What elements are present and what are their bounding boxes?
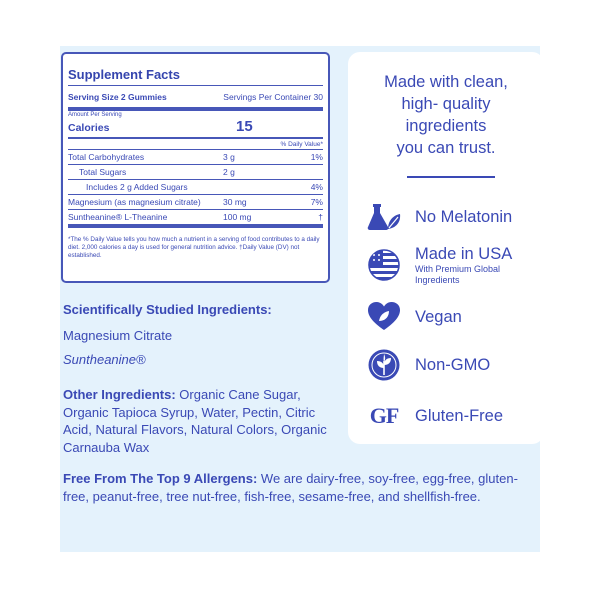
calories-value: 15 [236, 118, 253, 135]
card-headline [348, 71, 544, 159]
nutrient-dv: 4% [310, 182, 323, 192]
nutrient-dv: 1% [310, 152, 323, 162]
headline-line: you can trust. [396, 139, 496, 157]
feature-sub-2: Ingredients [415, 275, 460, 285]
allergens-label: Free From The Top 9 Allergens: [63, 471, 258, 486]
other-ingredients-text: Organic Cane Sugar, Organic Tapioca Syrup, Water, Pectin, Citric Acid, Natural Flavors, Natural Colors, Organic Carnauba Wax [63, 387, 327, 455]
facts-title: Supplement Facts [68, 67, 180, 82]
feature-sub-1: With Premium Global [415, 264, 501, 274]
nutrient-row [68, 180, 323, 194]
us-flag-icon [366, 249, 402, 281]
feature-gluten-free [366, 400, 503, 432]
flask-leaf-icon [366, 201, 402, 233]
gf-icon [366, 400, 402, 432]
studied-ingredient-2: Suntheanine® [63, 352, 146, 367]
studied-ingredients-heading: Scientifically Studied Ingredients: [63, 302, 272, 317]
card-divider [407, 176, 495, 178]
feature-label: Non-GMO [415, 355, 491, 374]
feature-made-in-usa [366, 245, 512, 286]
studied-ingredient-1: Magnesium Citrate [63, 328, 173, 343]
feature-non-gmo [366, 349, 490, 381]
nutrient-amount: 100 mg [223, 212, 252, 222]
nutrient-name: Total Carbohydrates [68, 152, 145, 162]
serving-info [68, 90, 323, 104]
nutrient-amount: 2 g [223, 167, 235, 177]
nutrient-dv: † [318, 212, 323, 222]
headline-line: ingredients [405, 117, 487, 135]
supplement-facts-label [61, 52, 330, 283]
other-ingredients-label: Other Ingredients: [63, 387, 176, 402]
feature-no-melatonin [366, 201, 512, 233]
serving-size: Serving Size 2 Gummies [68, 92, 167, 102]
nutrient-amount: 3 g [223, 152, 235, 162]
other-ingredients [63, 386, 333, 456]
nutrient-dv: 7% [310, 197, 323, 207]
facts-footnote: *The % Daily Value tells you how much a nutrient in a serving of food contributes to a daily diet. 2,000 calories a day is used for general nutrition advice. †Daily Value (DV) not established. [68, 236, 320, 259]
allergen-statement [63, 470, 533, 505]
nutrient-name: Includes 2 g Added Sugars [86, 182, 188, 192]
nutrient-row [68, 165, 323, 179]
feature-label: No Melatonin [415, 207, 513, 226]
calories-row [68, 118, 323, 134]
feature-label: Made in USA [415, 245, 513, 263]
headline-line: high- quality [401, 95, 491, 113]
benefits-card [348, 52, 544, 444]
nutrient-row [68, 210, 323, 224]
feature-text [415, 245, 512, 286]
nutrient-row [68, 195, 323, 209]
amount-per-serving: Amount Per Serving [68, 112, 122, 118]
non-gmo-icon [366, 349, 402, 381]
nutrient-row [68, 150, 323, 164]
servings-per-container: Servings Per Container 30 [223, 92, 323, 102]
nutrient-name: Suntheanine® L-Theanine [68, 212, 168, 222]
allergens-text: We are dairy-free, soy-free, egg-free, gluten-free, peanut-free, tree nut-free, fish-free, sesame-free, and shellfish-free. [63, 471, 518, 504]
nutrient-name: Total Sugars [79, 167, 127, 177]
daily-value-header: % Daily Value* [280, 141, 323, 148]
nutrient-amount: 30 mg [223, 197, 247, 207]
feature-label: Gluten-Free [415, 406, 504, 425]
feature-label: Vegan [415, 307, 462, 326]
feature-vegan [366, 301, 462, 333]
calories-label: Calories [68, 122, 110, 134]
heart-leaf-icon [366, 301, 402, 333]
headline-line: Made with clean, [384, 73, 508, 91]
nutrient-name: Magnesium (as magnesium citrate) [68, 197, 201, 207]
gf-icon-text: GF [369, 403, 399, 428]
